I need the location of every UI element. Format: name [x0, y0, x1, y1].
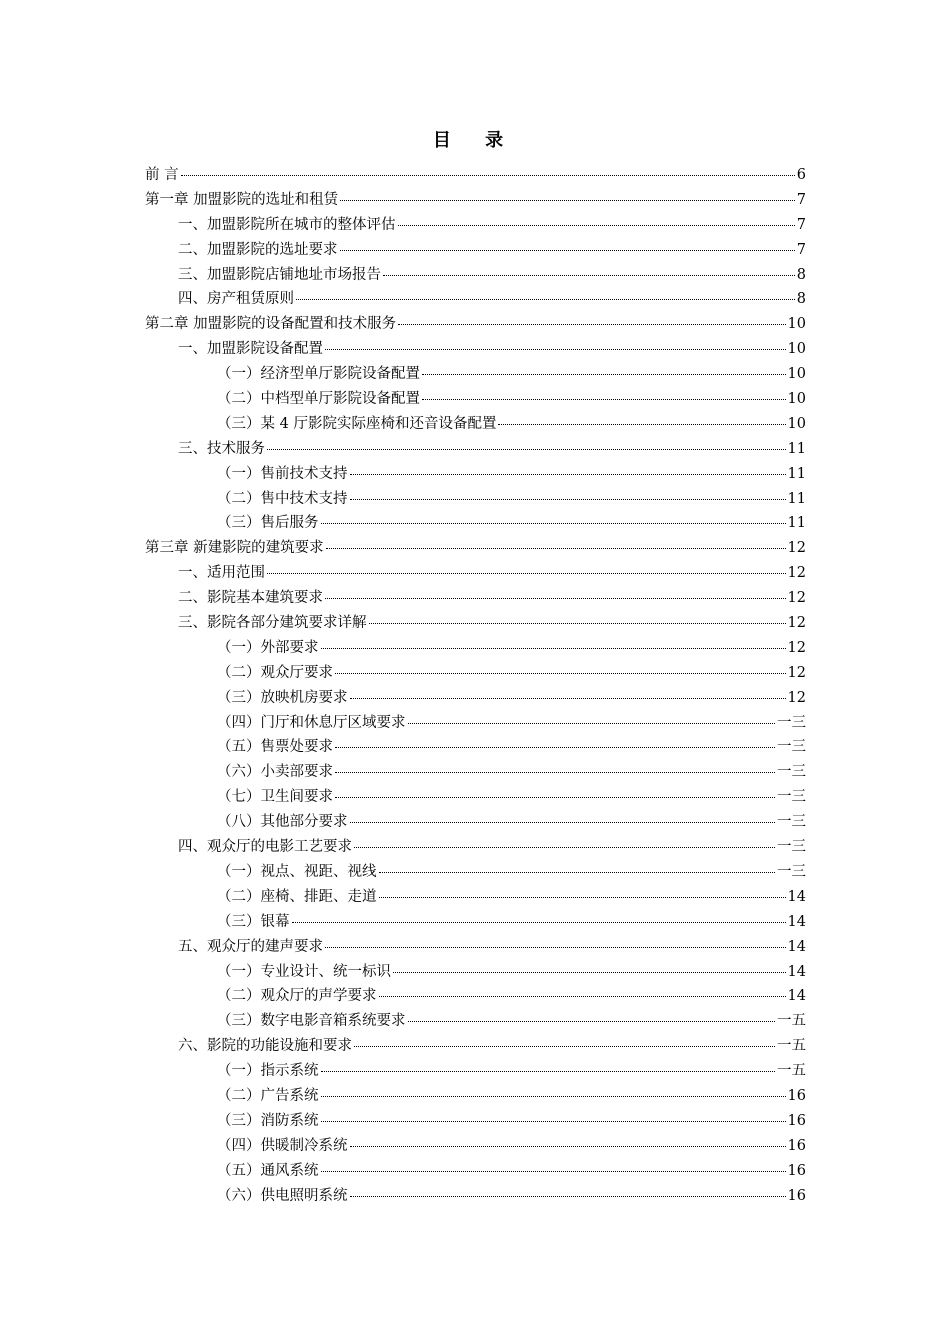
- toc-dot-leader: [422, 373, 786, 375]
- toc-entry-label: （二）广告系统: [217, 1087, 319, 1104]
- toc-entry-page: 16: [787, 1162, 806, 1179]
- toc-entry[interactable]: [145, 661, 806, 686]
- toc-entry-label: （三）某 4 厅影院实际座椅和还音设备配置: [217, 415, 497, 432]
- toc-entry-page: 12: [787, 590, 806, 607]
- toc-dot-leader: [350, 821, 776, 823]
- toc-entry-label: 二、加盟影院的选址要求: [178, 241, 338, 258]
- toc-entry[interactable]: [145, 860, 806, 885]
- toc-dot-leader: [325, 597, 786, 599]
- toc-dot-leader: [335, 746, 775, 748]
- toc-entry-page: 14: [787, 938, 806, 955]
- toc-entry-page: 一三: [777, 714, 806, 731]
- toc-entry-page: 12: [787, 615, 806, 632]
- toc-dot-leader: [321, 647, 786, 649]
- toc-entry[interactable]: [145, 1134, 806, 1159]
- toc-entry-label: （五）通风系统: [217, 1162, 319, 1179]
- toc-entry-label: （一）专业设计、统一标识: [217, 963, 391, 980]
- toc-entry-label: （三）售后服务: [217, 515, 319, 532]
- toc-entry-label: 第二章 加盟影院的设备配置和技术服务: [145, 316, 397, 333]
- toc-entry[interactable]: [145, 1159, 806, 1184]
- toc-entry-label: （三）消防系统: [217, 1112, 319, 1129]
- toc-entry-label: 四、房产租赁原则: [178, 291, 294, 308]
- toc-dot-leader: [383, 274, 795, 276]
- toc-entry[interactable]: [145, 561, 806, 586]
- toc-entry-label: （一）售前技术支持: [217, 465, 348, 482]
- toc-entry-label: （六）供电照明系统: [217, 1187, 348, 1204]
- toc-entry[interactable]: [145, 686, 806, 711]
- toc-entry[interactable]: [145, 337, 806, 362]
- toc-entry-label: 一、加盟影院设备配置: [178, 341, 323, 358]
- toc-entry-page: 10: [787, 415, 806, 432]
- toc-entry-label: （二）座椅、排距、走道: [217, 888, 377, 905]
- toc-entry[interactable]: [145, 885, 806, 910]
- toc-entry-page: 一三: [777, 739, 806, 756]
- toc-dot-leader: [379, 896, 786, 898]
- toc-dot-leader: [340, 249, 795, 251]
- toc-entry[interactable]: [145, 1084, 806, 1109]
- toc-entry[interactable]: [145, 462, 806, 487]
- toc-entry-label: 六、影院的功能设施和要求: [178, 1038, 352, 1055]
- toc-entry-label: （五）售票处要求: [217, 739, 333, 756]
- toc-entry[interactable]: [145, 188, 806, 213]
- toc-dot-leader: [422, 398, 786, 400]
- toc-entry-label: （七）卫生间要求: [217, 789, 333, 806]
- toc-entry-page: 10: [787, 341, 806, 358]
- toc-entry-label: 二、影院基本建筑要求: [178, 590, 323, 607]
- toc-entry[interactable]: [145, 238, 806, 263]
- toc-dot-leader: [325, 946, 786, 948]
- toc-entry-label: （四）供暖制冷系统: [217, 1137, 348, 1154]
- toc-dot-leader: [498, 423, 785, 425]
- toc-entry-page: 14: [787, 913, 806, 930]
- toc-entry-label: 五、观众厅的建声要求: [178, 938, 323, 955]
- toc-dot-leader: [350, 1195, 786, 1197]
- toc-entry-page: 11: [787, 465, 806, 482]
- toc-entry-page: 16: [787, 1112, 806, 1129]
- toc-dot-leader: [267, 572, 786, 574]
- toc-entry[interactable]: [145, 1184, 806, 1209]
- toc-entry-page: 10: [787, 366, 806, 383]
- toc-entry-page: 7: [796, 216, 806, 233]
- toc-dot-leader: [350, 498, 786, 500]
- toc-entry-page: 16: [787, 1187, 806, 1204]
- toc-entry[interactable]: [145, 536, 806, 561]
- toc-entry-page: 11: [787, 515, 806, 532]
- toc-dot-leader: [321, 1170, 786, 1172]
- toc-entry-label: （一）经济型单厅影院设备配置: [217, 366, 420, 383]
- toc-entry[interactable]: [145, 611, 806, 636]
- toc-entry-label: （二）观众厅的声学要求: [217, 988, 377, 1005]
- toc-entry[interactable]: [145, 835, 806, 860]
- toc-entry-page: 一五: [777, 1038, 806, 1055]
- toc-entry-page: 14: [787, 963, 806, 980]
- toc-entry[interactable]: [145, 511, 806, 536]
- toc-entry[interactable]: [145, 810, 806, 835]
- toc-dot-leader: [335, 771, 775, 773]
- toc-entry-page: 12: [787, 540, 806, 557]
- toc-entry[interactable]: [145, 735, 806, 760]
- toc-entry[interactable]: [145, 1109, 806, 1134]
- toc-entry-label: （一）外部要求: [217, 639, 319, 656]
- toc-entry-label: （三）银幕: [217, 913, 290, 930]
- toc-entry-page: 14: [787, 888, 806, 905]
- toc-dot-leader: [335, 796, 775, 798]
- toc-entry-page: 11: [787, 440, 806, 457]
- toc-entry-page: 一三: [777, 863, 806, 880]
- toc-entry-page: 11: [787, 490, 806, 507]
- toc-entry-page: 10: [787, 391, 806, 408]
- toc-entry-page: 8: [796, 291, 806, 308]
- toc-entry-label: （二）中档型单厅影院设备配置: [217, 391, 420, 408]
- toc-dot-leader: [181, 174, 795, 176]
- toc-entry[interactable]: [145, 362, 806, 387]
- toc-dot-leader: [379, 871, 776, 873]
- toc-entry[interactable]: [145, 636, 806, 661]
- toc-dot-leader: [292, 921, 786, 923]
- toc-title: 目 录: [432, 130, 518, 151]
- toc-entry-page: 16: [787, 1137, 806, 1154]
- toc-entry[interactable]: [145, 287, 806, 312]
- toc-entry-page: 14: [787, 988, 806, 1005]
- toc-dot-leader: [325, 348, 786, 350]
- toc-entry-page: 16: [787, 1087, 806, 1104]
- table-of-contents: [145, 163, 806, 1208]
- toc-entry[interactable]: [145, 1059, 806, 1084]
- toc-entry[interactable]: [145, 1009, 806, 1034]
- toc-entry-page: 12: [787, 639, 806, 656]
- toc-entry-label: 三、技术服务: [178, 440, 265, 457]
- toc-entry-page: 8: [796, 266, 806, 283]
- toc-entry[interactable]: [145, 984, 806, 1009]
- toc-entry-label: 三、影院各部分建筑要求详解: [178, 615, 367, 632]
- toc-entry[interactable]: [145, 785, 806, 810]
- toc-entry[interactable]: [145, 213, 806, 238]
- toc-entry[interactable]: [145, 487, 806, 512]
- toc-entry-label: 一、适用范围: [178, 565, 265, 582]
- toc-entry-label: （一）指示系统: [217, 1063, 319, 1080]
- toc-dot-leader: [393, 971, 786, 973]
- toc-entry-label: 三、加盟影院店铺地址市场报告: [178, 266, 381, 283]
- toc-entry-label: （二）售中技术支持: [217, 490, 348, 507]
- toc-entry-page: 12: [787, 664, 806, 681]
- toc-entry[interactable]: [145, 1034, 806, 1059]
- toc-dot-leader: [354, 846, 775, 848]
- toc-entry[interactable]: [145, 910, 806, 935]
- toc-dot-leader: [340, 199, 795, 201]
- toc-entry[interactable]: [145, 437, 806, 462]
- toc-entry-label: 四、观众厅的电影工艺要求: [178, 839, 352, 856]
- toc-entry[interactable]: [145, 760, 806, 785]
- toc-entry[interactable]: [145, 312, 806, 337]
- toc-entry-page: 一三: [777, 764, 806, 781]
- toc-entry-label: （六）小卖部要求: [217, 764, 333, 781]
- toc-entry-label: （一）视点、视距、视线: [217, 863, 377, 880]
- toc-entry[interactable]: [145, 960, 806, 985]
- toc-entry-label: 第一章 加盟影院的选址和租赁: [145, 191, 339, 208]
- toc-dot-leader: [379, 995, 786, 997]
- toc-entry-page: 6: [796, 167, 806, 183]
- toc-dot-leader: [369, 622, 786, 624]
- toc-dot-leader: [354, 1045, 775, 1047]
- toc-entry[interactable]: [145, 263, 806, 288]
- toc-entry[interactable]: [145, 935, 806, 960]
- toc-dot-leader: [350, 697, 786, 699]
- toc-dot-leader: [321, 1070, 776, 1072]
- toc-entry-page: 一五: [777, 1013, 806, 1030]
- toc-entry-label: 一、加盟影院所在城市的整体评估: [178, 216, 396, 233]
- toc-dot-leader: [321, 1120, 786, 1122]
- toc-dot-leader: [408, 1020, 776, 1022]
- toc-dot-leader: [398, 224, 795, 226]
- toc-dot-leader: [350, 473, 786, 475]
- toc-entry-label: （三）数字电影音箱系统要求: [217, 1013, 406, 1030]
- toc-entry[interactable]: [145, 412, 806, 437]
- toc-dot-leader: [321, 1095, 786, 1097]
- toc-dot-leader: [321, 522, 786, 524]
- toc-entry-page: 一三: [777, 839, 806, 856]
- toc-dot-leader: [398, 323, 785, 325]
- toc-entry-page: 一五: [777, 1063, 806, 1080]
- toc-entry-label: （三）放映机房要求: [217, 689, 348, 706]
- toc-dot-leader: [267, 448, 786, 450]
- toc-dot-leader: [335, 672, 786, 674]
- toc-entry-page: 一三: [777, 814, 806, 831]
- toc-entry-page: 10: [787, 316, 806, 333]
- toc-entry-page: 12: [787, 689, 806, 706]
- toc-entry[interactable]: [145, 163, 806, 188]
- toc-entry[interactable]: [145, 711, 806, 736]
- toc-dot-leader: [408, 722, 776, 724]
- toc-entry-page: 12: [787, 565, 806, 582]
- toc-entry-label: 前 言: [145, 167, 179, 183]
- toc-entry[interactable]: [145, 387, 806, 412]
- toc-entry-page: 7: [796, 191, 806, 208]
- toc-entry[interactable]: [145, 586, 806, 611]
- toc-entry-page: 一三: [777, 789, 806, 806]
- toc-dot-leader: [296, 298, 795, 300]
- toc-entry-label: 第三章 新建影院的建筑要求: [145, 540, 324, 557]
- toc-dot-leader: [350, 1145, 786, 1147]
- toc-entry-label: （八）其他部分要求: [217, 814, 348, 831]
- toc-entry-label: （二）观众厅要求: [217, 664, 333, 681]
- toc-entry-page: 7: [796, 241, 806, 258]
- toc-dot-leader: [326, 547, 786, 549]
- toc-entry-label: （四）门厅和休息厅区域要求: [217, 714, 406, 731]
